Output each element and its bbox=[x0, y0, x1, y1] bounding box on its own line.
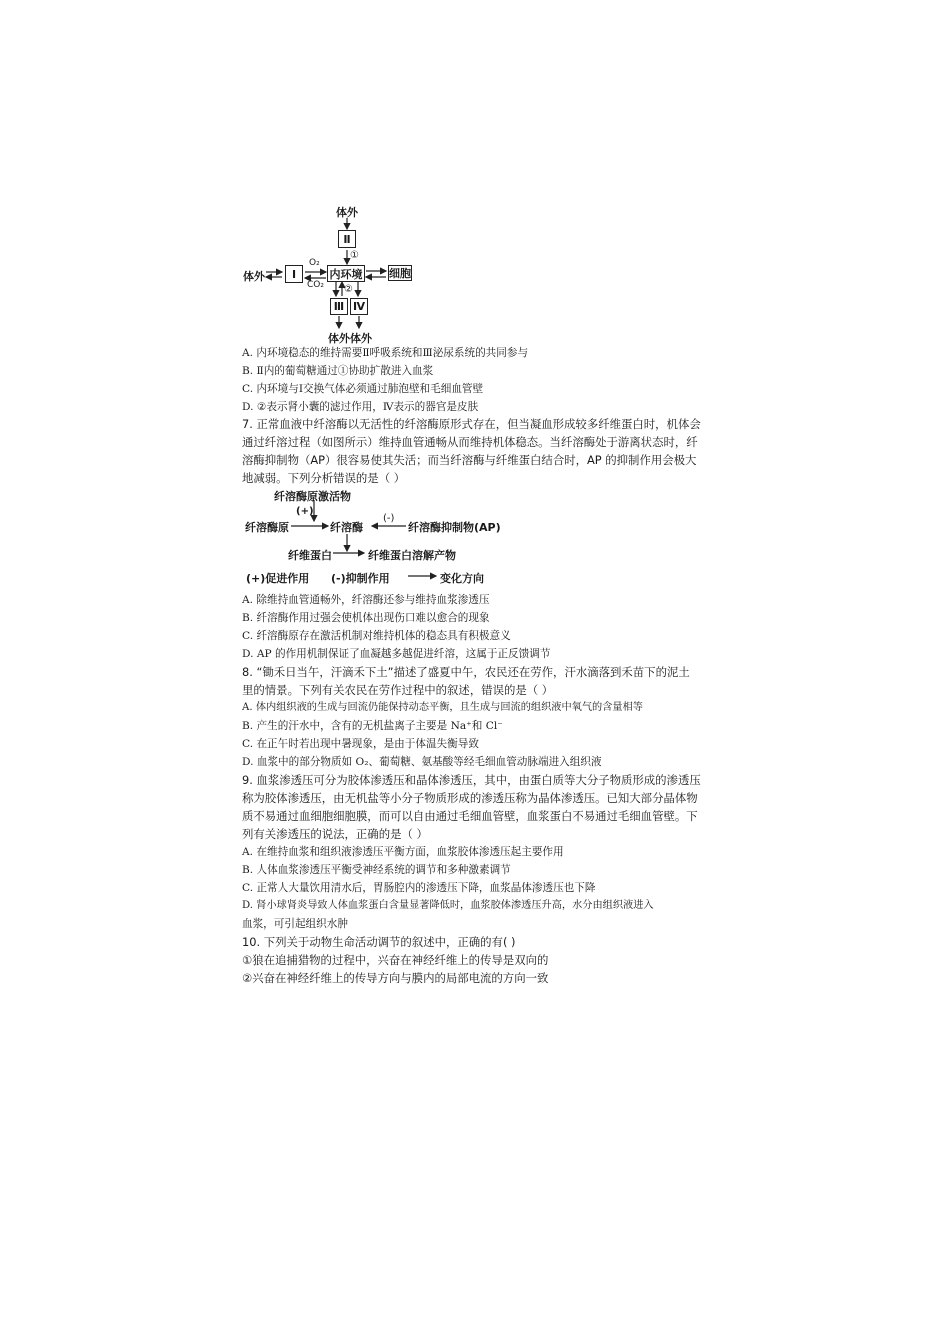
cell-box: 细胞 bbox=[389, 267, 411, 280]
q10-statement-2: ②兴奋在神经纤维上的传导方向与膜内的局部电流的方向一致 bbox=[242, 971, 549, 985]
fibrinolysis-diagram bbox=[0, 0, 950, 600]
q9-stem-line-4: 列有关渗透压的说法，正确的是（ ） bbox=[242, 827, 428, 841]
q6-option-c: C. 内环境与Ⅰ交换气体必须通过肺泡壁和毛细血管壁 bbox=[242, 383, 484, 395]
q9-option-c: C. 正常人大量饮用清水后，胃肠腔内的渗透压下降，血浆晶体渗透压也下降 bbox=[242, 882, 596, 894]
diagram2-arrows bbox=[0, 0, 950, 600]
q7-stem-line-1: 7. 正常血液中纤溶酶以无活性的纤溶酶原形式存在，但当凝血形成较多纤维蛋白时，机体会 bbox=[242, 417, 701, 431]
fibrin-product-label: 纤维蛋白溶解产物 bbox=[368, 549, 456, 562]
q7-option-d: D. AP 的作用机制保证了血凝越多越促进纤溶，这属于正反馈调节 bbox=[242, 648, 551, 660]
q9-option-a: A. 在维持血浆和组织液渗透压平衡方面，血浆胶体渗透压起主要作用 bbox=[242, 846, 564, 858]
q8-stem-line-1: 8. “锄禾日当午，汗滴禾下土”描述了盛夏中午，农民还在劳作，汗水滴落到禾苗下的泥土 bbox=[242, 665, 690, 679]
plasminogen-label: 纤溶酶原 bbox=[245, 521, 289, 534]
q6-option-d: D. ②表示肾小囊的滤过作用，Ⅳ表示的器官是皮肤 bbox=[242, 401, 479, 413]
plasmin-label: 纤溶酶 bbox=[330, 521, 363, 534]
q7-option-a: A. 除维持血管通畅外，纤溶酶还参与维持血浆渗透压 bbox=[242, 594, 490, 606]
q7-option-b: B. 纤溶酶作用过强会使机体出现伤口难以愈合的现象 bbox=[242, 612, 490, 624]
q6-option-b: B. Ⅱ内的葡萄糖通过①协助扩散进入血浆 bbox=[242, 365, 434, 377]
q8-option-c: C. 在正午时若出现中暑现象，是由于体温失衡导致 bbox=[242, 738, 479, 750]
top-outside-label: 体外 bbox=[336, 206, 358, 219]
q7-stem-line-3: 溶酶抑制物（AP）很容易使其失活；而当纤溶酶与纤维蛋白结合时，AP 的抑制作用会极大 bbox=[242, 453, 697, 467]
q9-option-d-line-2: 血浆，可引起组织水肿 bbox=[242, 918, 348, 930]
fibrin-label: 纤维蛋白 bbox=[288, 549, 332, 562]
q8-option-a: A. 体内组织液的生成与回流仍能保持动态平衡，且生成与回流的组织液中氧气的含量相等 bbox=[242, 702, 643, 713]
co2-label: CO₂ bbox=[307, 280, 324, 290]
inhibitor-label: 纤溶酶抑制物(AP) bbox=[408, 521, 501, 534]
internal-environment-box: 内环境 bbox=[327, 265, 365, 282]
q10-stem: 10. 下列关于动物生命活动调节的叙述中，正确的有( ) bbox=[242, 935, 516, 949]
q7-stem-line-4: 地减弱。下列分析错误的是（ ） bbox=[242, 471, 406, 485]
q9-option-d-line-1: D. 肾小球肾炎导致人体血浆蛋白含量显著降低时，血浆胶体渗透压升高，水分由组织液进入 bbox=[242, 900, 654, 911]
q7-stem-line-2: 通过纤溶过程（如图所示）维持血管通畅从而维持机体稳态。当纤溶酶处于游离状态时，纤 bbox=[242, 435, 698, 449]
q6-option-a: A. 内环境稳态的维持需要Ⅱ呼吸系统和Ⅲ泌尿系统的共同参与 bbox=[242, 347, 529, 359]
left-outside-label: 体外 bbox=[243, 270, 265, 283]
q10-statement-1: ①狼在追捕猎物的过程中，兴奋在神经纤维上的传导是双向的 bbox=[242, 953, 549, 967]
bottom-outside-label-2: 体外 bbox=[350, 332, 372, 345]
legend-arrow: 变化方向 bbox=[440, 572, 484, 585]
mark-2: ② bbox=[344, 284, 353, 295]
q8-option-b: B. 产生的汗水中，含有的无机盐离子主要是 Na⁺和 Cl⁻ bbox=[242, 720, 503, 732]
o2-label: O₂ bbox=[309, 258, 320, 268]
q9-stem-line-1: 9. 血浆渗透压可分为胶体渗透压和晶体渗透压，其中，由蛋白质等大分子物质形成的渗透压 bbox=[242, 773, 701, 787]
plus-label: (+) bbox=[296, 506, 314, 517]
q9-option-b: B. 人体血浆渗透压平衡受神经系统的调节和多种激素调节 bbox=[242, 864, 511, 876]
q8-option-d: D. 血浆中的部分物质如 O₂、葡萄糖、氨基酸等经毛细血管动脉端进入组织液 bbox=[242, 756, 602, 768]
q8-stem-line-2: 里的情景。下列有关农民在劳作过程中的叙述，错误的是（ ） bbox=[242, 683, 554, 697]
legend-promote: (+)促进作用 bbox=[246, 572, 310, 585]
q9-stem-line-3: 质不易通过血细胞细胞膜，而可以自由通过毛细血管壁，血浆蛋白不易通过毛细血管壁。下 bbox=[242, 809, 698, 823]
box-iii: Ⅲ bbox=[330, 298, 348, 315]
q7-option-c: C. 纤溶酶原存在激活机制对维持机体的稳态具有积极意义 bbox=[242, 630, 511, 642]
minus-label: (-) bbox=[383, 513, 395, 524]
box-i: Ⅰ bbox=[285, 265, 303, 283]
bottom-outside-label-1: 体外 bbox=[328, 332, 350, 345]
q9-stem-line-2: 称为胶体渗透压，由无机盐等小分子物质形成的渗透压称为晶体渗透压。已知大部分晶体物 bbox=[242, 791, 698, 805]
box-ii: Ⅱ bbox=[338, 230, 356, 248]
legend-inhibit: (-)抑制作用 bbox=[331, 572, 390, 585]
box-iv: Ⅳ bbox=[350, 298, 368, 315]
mark-1: ① bbox=[350, 250, 359, 261]
activator-label: 纤溶酶原激活物 bbox=[274, 490, 351, 503]
